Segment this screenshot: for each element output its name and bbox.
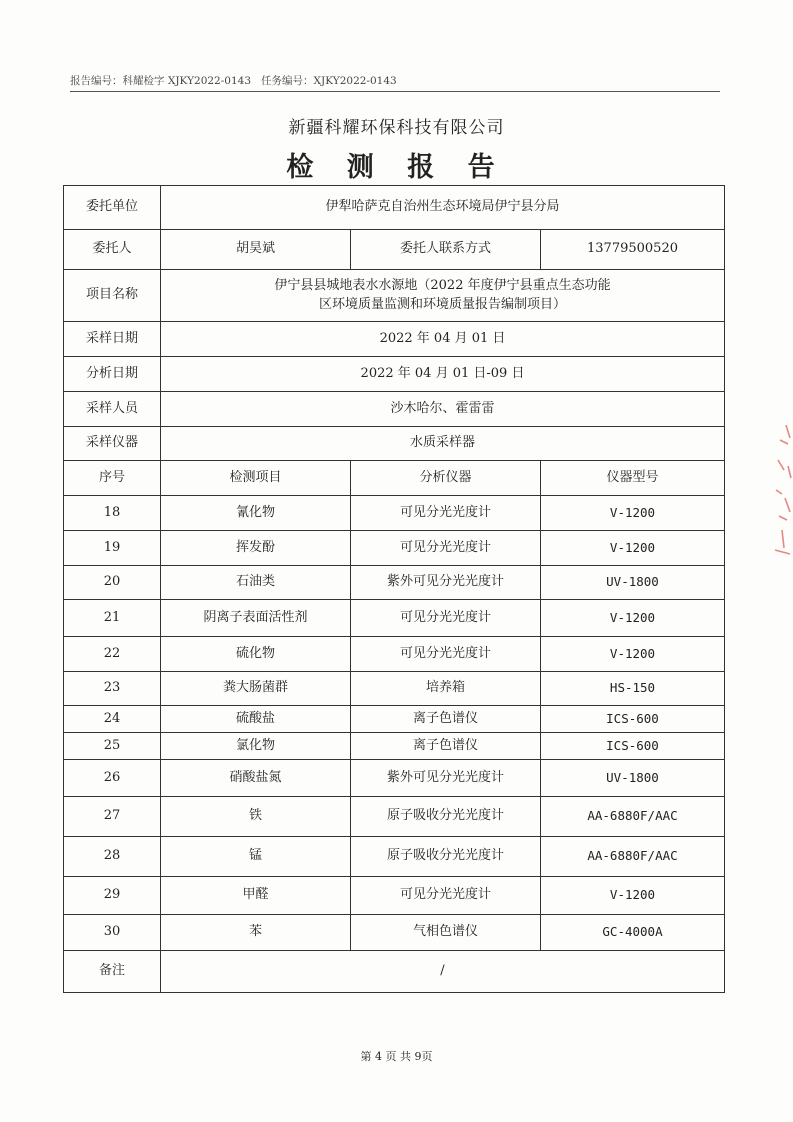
row-instrument-cell: 可见分光光度计 bbox=[351, 637, 541, 672]
row-item-cell: 氰化物 bbox=[161, 496, 351, 531]
project-label: 项目名称 bbox=[64, 270, 161, 322]
row-instrument-cell: 可见分光光度计 bbox=[351, 496, 541, 531]
row-model-cell: V-1200 bbox=[541, 637, 725, 672]
contact-label: 委托人 bbox=[64, 230, 161, 270]
row-model-cell: V-1200 bbox=[541, 531, 725, 566]
row-no-cell: 22 bbox=[64, 637, 161, 672]
row-instrument-cell: 离子色谱仪 bbox=[351, 706, 541, 733]
row-instrument-cell: 培养箱 bbox=[351, 672, 541, 706]
row-model-cell: GC-4000A bbox=[541, 915, 725, 951]
row-item-cell: 粪大肠菌群 bbox=[161, 672, 351, 706]
row-item-cell: 阴离子表面活性剂 bbox=[161, 600, 351, 637]
company-name: 新疆科耀环保科技有限公司 bbox=[288, 118, 505, 138]
table-row bbox=[64, 760, 725, 797]
sampling-instrument-row bbox=[64, 427, 725, 461]
client-value: 伊犁哈萨克自治州生态环境局伊宁县分局 bbox=[161, 186, 725, 230]
row-instrument-cell: 紫外可见分光光度计 bbox=[351, 760, 541, 797]
task-no-label: 任务编号： bbox=[261, 75, 314, 87]
table-row bbox=[64, 733, 725, 760]
row-item-cell: 锰 bbox=[161, 837, 351, 877]
report-title: 检 测 报 告 bbox=[286, 152, 507, 183]
table-row bbox=[64, 706, 725, 733]
sampling-date-row bbox=[64, 322, 725, 357]
table-row bbox=[64, 877, 725, 915]
remark-row bbox=[64, 951, 725, 993]
seal-stamp-fragment bbox=[770, 420, 793, 560]
row-instrument-cell: 可见分光光度计 bbox=[351, 600, 541, 637]
client-label: 委托单位 bbox=[64, 186, 161, 230]
report-header bbox=[70, 73, 720, 92]
row-no-cell: 30 bbox=[64, 915, 161, 951]
row-item-cell: 硫化物 bbox=[161, 637, 351, 672]
task-no: XJKY2022-0143 bbox=[313, 75, 397, 87]
row-instrument-cell: 气相色谱仪 bbox=[351, 915, 541, 951]
row-model-cell: UV-1800 bbox=[541, 760, 725, 797]
row-instrument-cell: 原子吸收分光光度计 bbox=[351, 797, 541, 837]
row-item-cell: 硝酸盐氮 bbox=[161, 760, 351, 797]
page-footer: 第 4 页 共 9页 bbox=[360, 1050, 433, 1063]
row-no-cell: 29 bbox=[64, 877, 161, 915]
report-no-label: 报告编号： bbox=[70, 75, 123, 87]
report-table bbox=[63, 185, 725, 993]
remark-value: / bbox=[161, 951, 725, 993]
row-no-cell: 28 bbox=[64, 837, 161, 877]
analysis-date-label: 分析日期 bbox=[64, 357, 161, 392]
sampler-row bbox=[64, 392, 725, 427]
row-model-cell: V-1200 bbox=[541, 600, 725, 637]
row-item-cell: 挥发酚 bbox=[161, 531, 351, 566]
report-no: 科耀检字 XJKY2022-0143 bbox=[122, 75, 252, 87]
table-row bbox=[64, 566, 725, 600]
client-row bbox=[64, 186, 725, 230]
row-no-cell: 27 bbox=[64, 797, 161, 837]
contact-row bbox=[64, 230, 725, 270]
row-instrument-cell: 可见分光光度计 bbox=[351, 531, 541, 566]
project-line-1: 伊宁县县城地表水水源地（2022 年度伊宁县重点生态功能 bbox=[274, 277, 611, 293]
sampler-value: 沙木哈尔、霍雷雷 bbox=[161, 392, 725, 427]
table-row bbox=[64, 672, 725, 706]
row-item-cell: 甲醛 bbox=[161, 877, 351, 915]
row-item-cell: 铁 bbox=[161, 797, 351, 837]
contact-method-value: 13779500520 bbox=[541, 230, 725, 270]
row-item-cell: 氯化物 bbox=[161, 733, 351, 760]
row-model-cell: HS-150 bbox=[541, 672, 725, 706]
data-rows bbox=[64, 496, 725, 951]
contact-method-label: 委托人联系方式 bbox=[351, 230, 541, 270]
row-instrument-cell: 离子色谱仪 bbox=[351, 733, 541, 760]
row-no-cell: 25 bbox=[64, 733, 161, 760]
row-no-cell: 20 bbox=[64, 566, 161, 600]
remark-section bbox=[64, 951, 725, 993]
row-model-cell: AA-6880F/AAC bbox=[541, 797, 725, 837]
analysis-date-value: 2022 年 04 月 01 日-09 日 bbox=[161, 357, 725, 392]
row-instrument-cell: 原子吸收分光光度计 bbox=[351, 837, 541, 877]
analysis-date-row bbox=[64, 357, 725, 392]
row-no-cell: 23 bbox=[64, 672, 161, 706]
project-line-2: 区环境质量监测和环境质量报告编制项目） bbox=[318, 296, 566, 312]
row-item-cell: 苯 bbox=[161, 915, 351, 951]
column-header: 仪器型号 bbox=[541, 461, 725, 496]
table-row bbox=[64, 600, 725, 637]
remark-label: 备注 bbox=[64, 951, 161, 993]
contact-value: 胡昊斌 bbox=[161, 230, 351, 270]
sampling-instrument-value: 水质采样器 bbox=[161, 427, 725, 461]
row-model-cell: V-1200 bbox=[541, 877, 725, 915]
row-item-cell: 硫酸盐 bbox=[161, 706, 351, 733]
row-model-cell: V-1200 bbox=[541, 496, 725, 531]
project-value bbox=[161, 270, 725, 322]
column-header: 分析仪器 bbox=[351, 461, 541, 496]
table-row bbox=[64, 496, 725, 531]
table-row bbox=[64, 637, 725, 672]
row-model-cell: ICS-600 bbox=[541, 706, 725, 733]
sampling-date-value: 2022 年 04 月 01 日 bbox=[161, 322, 725, 357]
column-header-row bbox=[64, 461, 725, 496]
row-model-cell: AA-6880F/AAC bbox=[541, 837, 725, 877]
column-header: 序号 bbox=[64, 461, 161, 496]
row-no-cell: 19 bbox=[64, 531, 161, 566]
row-item-cell: 石油类 bbox=[161, 566, 351, 600]
info-section bbox=[64, 186, 725, 496]
row-model-cell: ICS-600 bbox=[541, 733, 725, 760]
row-no-cell: 26 bbox=[64, 760, 161, 797]
table-row bbox=[64, 531, 725, 566]
column-header: 检测项目 bbox=[161, 461, 351, 496]
table-row bbox=[64, 837, 725, 877]
row-model-cell: UV-1800 bbox=[541, 566, 725, 600]
row-no-cell: 24 bbox=[64, 706, 161, 733]
sampling-instrument-label: 采样仪器 bbox=[64, 427, 161, 461]
row-instrument-cell: 可见分光光度计 bbox=[351, 877, 541, 915]
row-no-cell: 18 bbox=[64, 496, 161, 531]
row-no-cell: 21 bbox=[64, 600, 161, 637]
project-row bbox=[64, 270, 725, 322]
sampler-label: 采样人员 bbox=[64, 392, 161, 427]
row-instrument-cell: 紫外可见分光光度计 bbox=[351, 566, 541, 600]
sampling-date-label: 采样日期 bbox=[64, 322, 161, 357]
table-row bbox=[64, 797, 725, 837]
table-row bbox=[64, 915, 725, 951]
